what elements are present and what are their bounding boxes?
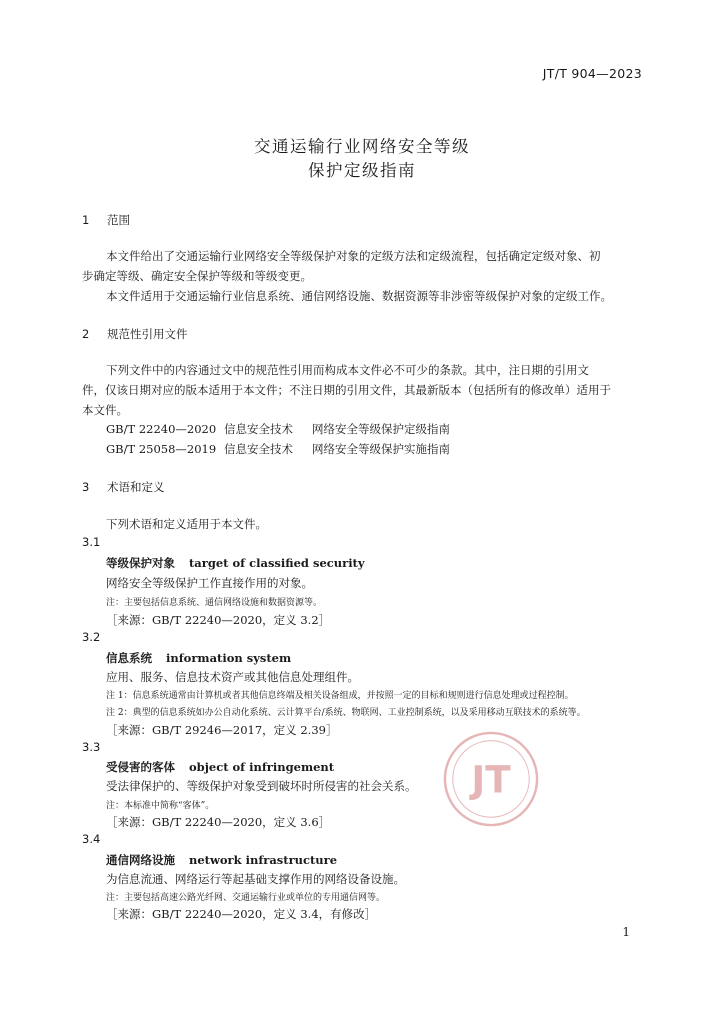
- reference-title: 网络安全等级保护定级指南: [312, 422, 450, 436]
- section-title: 规范性引用文件: [107, 327, 188, 341]
- term-entry: [106, 759, 334, 775]
- term-note: 注：主要包括高速公路光纤网、交通运输行业或单位的专用通信网等。: [106, 893, 386, 903]
- paragraph-line: 本文件。: [82, 403, 128, 417]
- section-number: 2: [82, 327, 90, 341]
- clause-number: 3.1: [82, 535, 101, 549]
- term-note: 注 1：信息系统通常由计算机或者其他信息终端及相关设备组成，并按照一定的目标和规则进行信息处理或过程控制。: [106, 691, 574, 701]
- paragraph-line: 步确定等级、确定安全保护等级和等级变更。: [82, 269, 312, 283]
- jt-watermark-seal: [442, 730, 540, 828]
- reference-entry: [106, 441, 450, 457]
- page-number: 1: [622, 925, 630, 939]
- clause-number: 3.4: [82, 832, 101, 846]
- term-en: information system: [166, 651, 292, 665]
- term-zh: 等级保护对象: [106, 556, 175, 570]
- paragraph-line: 下列文件中的内容通过文中的规范性引用而构成本文件必不可少的条款。其中，注日期的引用文: [106, 363, 589, 377]
- term-definition: 为信息流通、网络运行等起基础支撑作用的网络设备设施。: [106, 872, 405, 886]
- section-heading-scope: [82, 212, 130, 228]
- term-entry: [106, 852, 337, 868]
- term-note: 注：主要包括信息系统、通信网络设施和数据资源等。: [106, 598, 323, 608]
- document-title-line2: 保护定级指南: [308, 161, 416, 180]
- seal-text: JT: [471, 757, 511, 802]
- term-entry: [106, 650, 291, 666]
- term-source: ［来源：GB/T 29246—2017，定义 2.39］: [106, 723, 338, 737]
- term-definition: 网络安全等级保护工作直接作用的对象。: [106, 576, 313, 590]
- term-en: object of infringement: [189, 760, 335, 774]
- term-definition: 受法律保护的、等级保护对象受到破坏时所侵害的社会关系。: [106, 779, 417, 793]
- reference-category: 信息安全技术: [224, 422, 293, 436]
- term-note: 注 2：典型的信息系统如办公自动化系统、云计算平台/系统、物联网、工业控制系统，以及采用移动互联技术的系统等。: [106, 708, 586, 718]
- section-title: 范围: [107, 213, 130, 227]
- paragraph-line: 下列术语和定义适用于本文件。: [106, 517, 267, 531]
- term-source: ［来源：GB/T 22240—2020，定义 3.6］: [106, 815, 331, 829]
- term-definition: 应用、服务、信息技术资产或其他信息处理组件。: [106, 670, 359, 684]
- paragraph-line: 件，仅该日期对应的版本适用于本文件；不注日期的引用文件，其最新版本（包括所有的修改单）适用于: [82, 383, 611, 397]
- reference-code: GB/T 22240—2020: [106, 422, 217, 436]
- term-source: ［来源：GB/T 22240—2020，定义 3.2］: [106, 613, 331, 627]
- section-number: 3: [82, 480, 90, 494]
- reference-category: 信息安全技术: [224, 442, 293, 456]
- section-heading-normative-references: [82, 326, 188, 342]
- term-zh: 受侵害的客体: [106, 760, 175, 774]
- standard-code: JT/T 904—2023: [542, 66, 642, 81]
- term-en: network infrastructure: [189, 853, 338, 867]
- term-entry: [106, 555, 365, 571]
- term-source: ［来源：GB/T 22240—2020，定义 3.4，有修改］: [106, 907, 377, 921]
- section-title: 术语和定义: [107, 480, 165, 494]
- reference-code: GB/T 25058—2019: [106, 442, 217, 456]
- section-number: 1: [82, 213, 90, 227]
- term-zh: 信息系统: [106, 651, 152, 665]
- term-en: target of classified security: [189, 556, 365, 570]
- clause-number: 3.2: [82, 630, 101, 644]
- reference-entry: [106, 421, 450, 437]
- section-heading-terms-definitions: [82, 479, 165, 495]
- term-zh: 通信网络设施: [106, 853, 175, 867]
- reference-title: 网络安全等级保护实施指南: [312, 442, 450, 456]
- paragraph-line: 本文件给出了交通运输行业网络安全等级保护对象的定级方法和定级流程，包括确定定级对象、初: [106, 249, 601, 263]
- document-title-line1: 交通运输行业网络安全等级: [254, 137, 470, 156]
- paragraph-line: 本文件适用于交通运输行业信息系统、通信网络设施、数据资源等非涉密等级保护对象的定级工作。: [106, 289, 612, 303]
- term-note: 注：本标准中简称“客体”。: [106, 801, 215, 811]
- clause-number: 3.3: [82, 740, 101, 754]
